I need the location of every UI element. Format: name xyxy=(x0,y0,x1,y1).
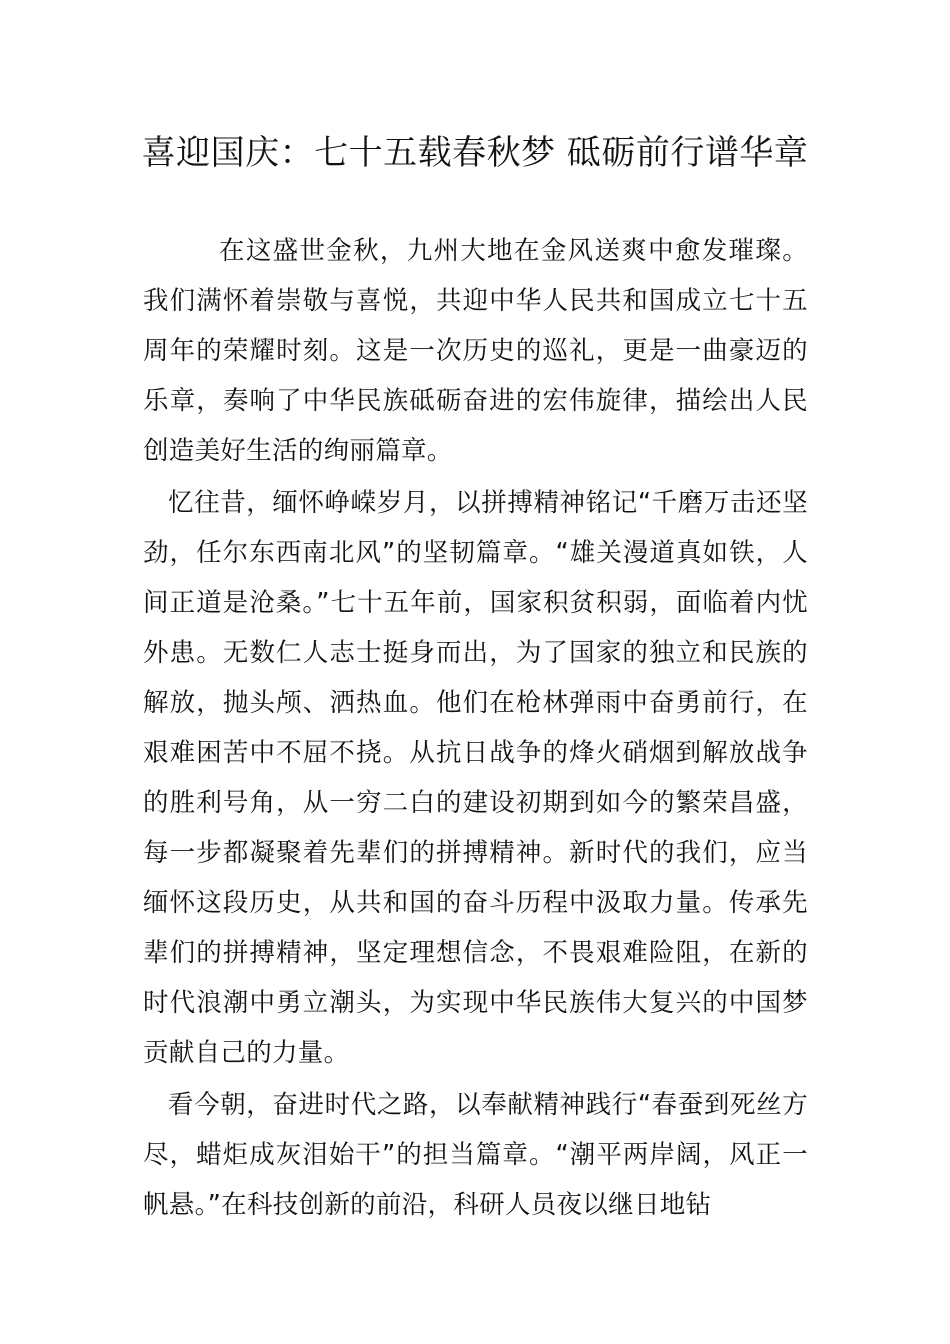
document-body xyxy=(143,226,808,1232)
paragraph-recall-past: 忆往昔，缅怀峥嵘岁月，以拼搏精神铭记“千磨万击还坚劲，任尔东西南北风”的坚韧篇章。“雄关漫道真如铁，人间正道是沧桑。”七十五年前，国家积贫积弱，面临着内忧外患。无数仁人志士挺身而出，为了国家的独立和民族的解放，抛头颅、洒热血。他们在枪林弹雨中奋勇前行，在艰难困苦中不屈不挠。从抗日战争的烽火硝烟到解放战争的胜利号角，从一穷二白的建设初期到如今的繁荣昌盛，每一步都凝聚着先辈们的拼搏精神。新时代的我们，应当缅怀这段历史，从共和国的奋斗历程中汲取力量。传承先辈们的拼搏精神，坚定理想信念，不畏艰难险阻，在新的时代浪潮中勇立潮头，为实现中华民族伟大复兴的中国梦贡献自己的力量。 xyxy=(143,488,808,1068)
document-title: 喜迎国庆：七十五载春秋梦 砥砺前行谱华章 xyxy=(141,133,809,173)
paragraph-intro: 在这盛世金秋，九州大地在金风送爽中愈发璀璨。我们满怀着崇敬与喜悦，共迎中华人民共和国成立七十五周年的荣耀时刻。这是一次历史的巡礼，更是一曲豪迈的乐章，奏响了中华民族砥砺奋进的宏伟旋律，描绘出人民创造美好生活的绚丽篇章。 xyxy=(143,236,808,466)
paragraph-present-day: 看今朝，奋进时代之路，以奉献精神践行“春蚕到死丝方尽，蜡炬成灰泪始干”的担当篇章。“潮平两岸阔，风正一帆悬。”在科技创新的前沿，科研人员夜以继日地钻 xyxy=(143,1090,808,1220)
